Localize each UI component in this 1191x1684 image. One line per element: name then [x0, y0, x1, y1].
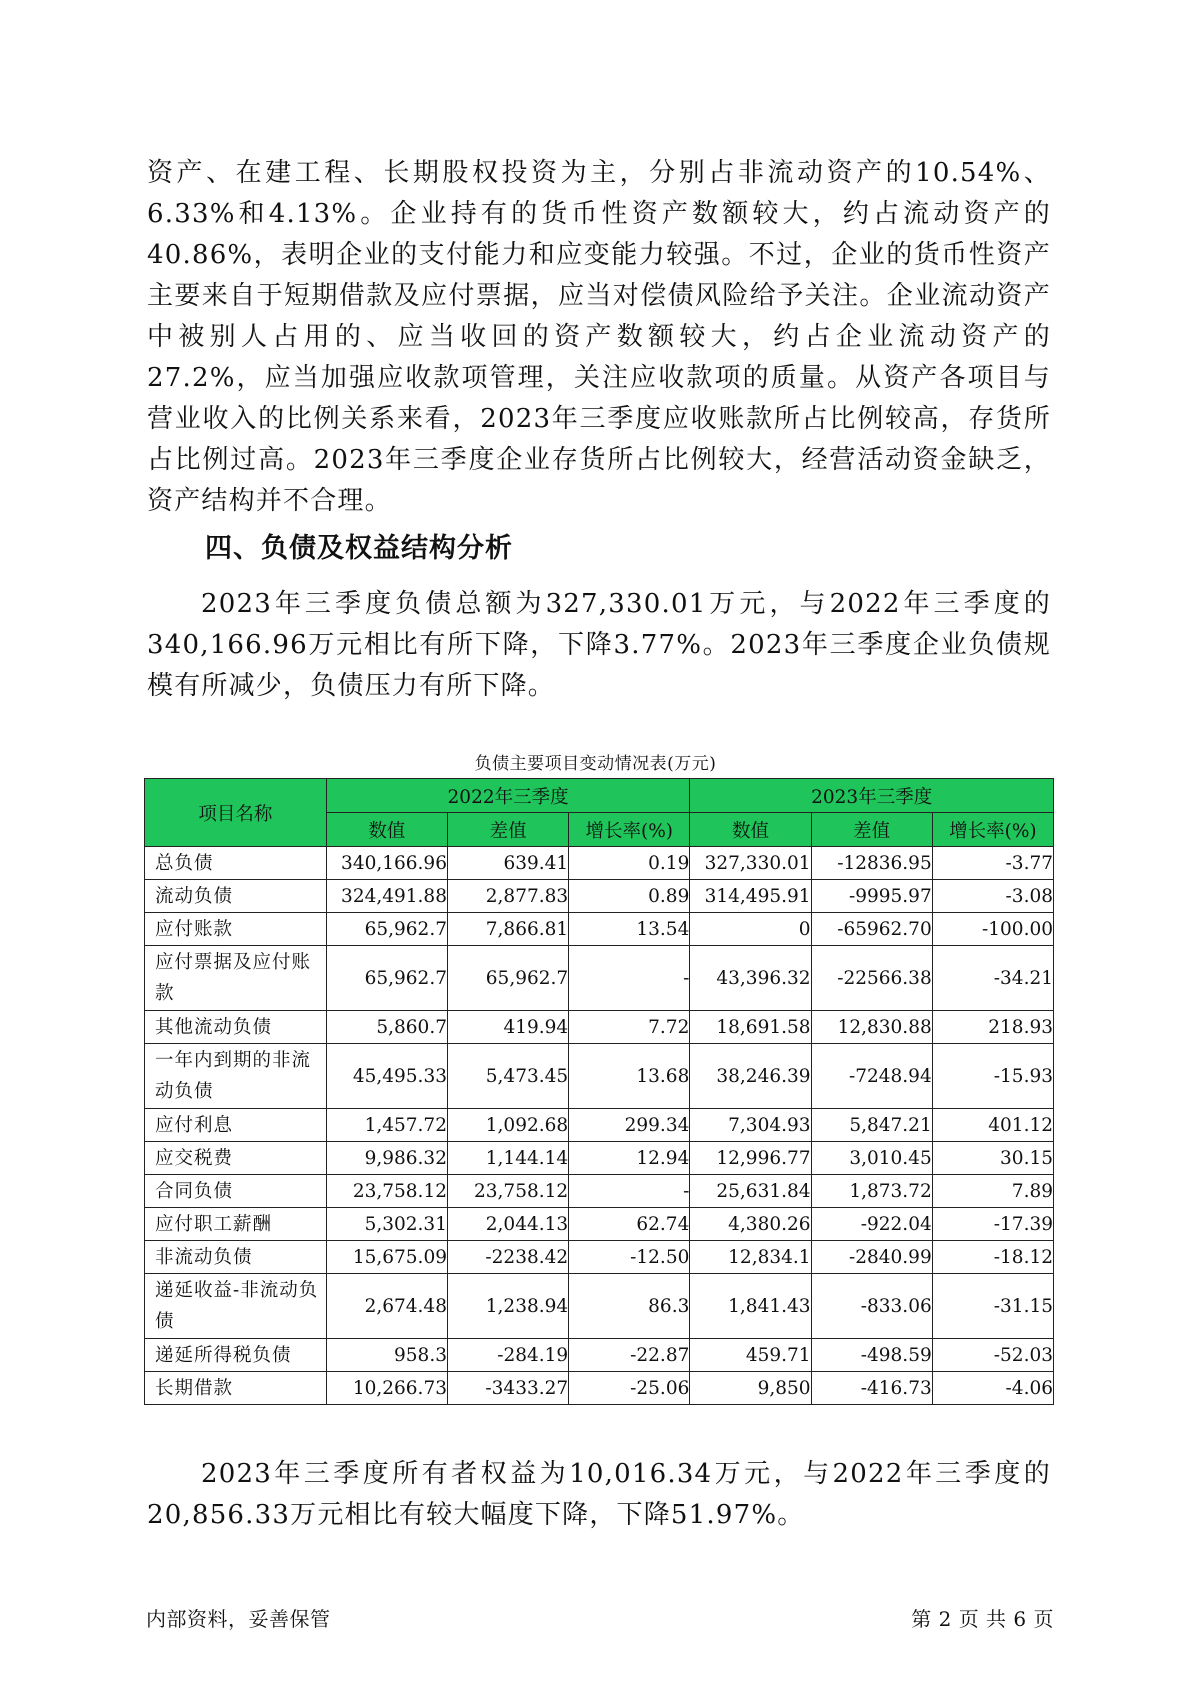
table-row: [145, 847, 1054, 880]
cell-v22: 324,491.88: [326, 880, 447, 913]
table-row: [145, 1142, 1054, 1175]
cell-g22: -: [569, 946, 690, 1011]
cell-d23: 1,873.72: [811, 1175, 932, 1208]
cell-g23: -31.15: [932, 1274, 1053, 1339]
cell-d23: -833.06: [811, 1274, 932, 1339]
cell-d23: -9995.97: [811, 880, 932, 913]
table-row: [145, 1175, 1054, 1208]
cell-g22: 86.3: [569, 1274, 690, 1339]
header-period-2022: 2022年三季度: [326, 779, 690, 813]
header-value-2022: 数值: [326, 813, 447, 847]
cell-g22: 13.54: [569, 913, 690, 946]
row-item-name: 长期借款: [145, 1372, 327, 1405]
cell-d23: -416.73: [811, 1372, 932, 1405]
cell-d22: 419.94: [447, 1011, 568, 1044]
table-row: [145, 880, 1054, 913]
cell-d23: -65962.70: [811, 913, 932, 946]
cell-g23: 30.15: [932, 1142, 1053, 1175]
header-diff-2023: 差值: [811, 813, 932, 847]
cell-g22: 0.19: [569, 847, 690, 880]
cell-d23: -922.04: [811, 1208, 932, 1241]
header-growth-2022: 增长率(%): [569, 813, 690, 847]
row-item-name: 应付职工薪酬: [145, 1208, 327, 1241]
cell-v23: 327,330.01: [690, 847, 811, 880]
footer-confidential-note: 内部资料，妥善保管: [146, 1607, 331, 1631]
cell-d22: 1,144.14: [447, 1142, 568, 1175]
row-item-name: 递延收益-非流动负债: [145, 1274, 327, 1339]
table-body: [145, 847, 1054, 1405]
table-row: [145, 1109, 1054, 1142]
row-item-name: 流动负债: [145, 880, 327, 913]
table-row: [145, 1372, 1054, 1405]
cell-v22: 1,457.72: [326, 1109, 447, 1142]
cell-v23: 38,246.39: [690, 1044, 811, 1109]
cell-d22: 1,238.94: [447, 1274, 568, 1339]
cell-g22: 13.68: [569, 1044, 690, 1109]
cell-v23: 43,396.32: [690, 946, 811, 1011]
section-heading: 四、负债及权益结构分析: [205, 533, 513, 564]
cell-d23: 5,847.21: [811, 1109, 932, 1142]
cell-g23: -52.03: [932, 1339, 1053, 1372]
cell-d23: -498.59: [811, 1339, 932, 1372]
cell-d22: 7,866.81: [447, 913, 568, 946]
cell-v23: 7,304.93: [690, 1109, 811, 1142]
cell-d23: -12836.95: [811, 847, 932, 880]
row-item-name: 应交税费: [145, 1142, 327, 1175]
cell-g22: 62.74: [569, 1208, 690, 1241]
table-row: [145, 1339, 1054, 1372]
cell-v22: 15,675.09: [326, 1241, 447, 1274]
liabilities-table: [144, 778, 1054, 1405]
header-item-name: 项目名称: [145, 779, 327, 847]
cell-g22: -: [569, 1175, 690, 1208]
header-growth-2023: 增长率(%): [932, 813, 1053, 847]
cell-v23: 12,996.77: [690, 1142, 811, 1175]
table-row: [145, 1274, 1054, 1339]
cell-v22: 65,962.7: [326, 946, 447, 1011]
row-item-name: 非流动负债: [145, 1241, 327, 1274]
table-row: [145, 913, 1054, 946]
table-row: [145, 946, 1054, 1011]
row-item-name: 一年内到期的非流动负债: [145, 1044, 327, 1109]
row-item-name: 应付利息: [145, 1109, 327, 1142]
cell-g23: 401.12: [932, 1109, 1053, 1142]
cell-d22: 1,092.68: [447, 1109, 568, 1142]
table-caption: 负债主要项目变动情况表(万元): [474, 754, 717, 774]
cell-g23: -100.00: [932, 913, 1053, 946]
cell-v22: 958.3: [326, 1339, 447, 1372]
cell-d22: 5,473.45: [447, 1044, 568, 1109]
table-row: [145, 1208, 1054, 1241]
cell-d22: -284.19: [447, 1339, 568, 1372]
cell-d22: -3433.27: [447, 1372, 568, 1405]
cell-g23: -3.08: [932, 880, 1053, 913]
cell-v23: 4,380.26: [690, 1208, 811, 1241]
cell-v22: 45,495.33: [326, 1044, 447, 1109]
cell-g22: 0.89: [569, 880, 690, 913]
body-paragraph-liabilities: 2023年三季度负债总额为327,330.01万元，与2022年三季度的340,166.96万元相比有所下降，下降3.77%。2023年三季度企业负债规模有所减少，负债压力有所下降。: [147, 589, 1051, 701]
cell-v23: 12,834.1: [690, 1241, 811, 1274]
row-item-name: 总负债: [145, 847, 327, 880]
cell-g23: -34.21: [932, 946, 1053, 1011]
header-period-2023: 2023年三季度: [690, 779, 1054, 813]
cell-v23: 25,631.84: [690, 1175, 811, 1208]
row-item-name: 合同负债: [145, 1175, 327, 1208]
cell-v22: 340,166.96: [326, 847, 447, 880]
row-item-name: 其他流动负债: [145, 1011, 327, 1044]
row-item-name: 递延所得税负债: [145, 1339, 327, 1372]
cell-g23: -15.93: [932, 1044, 1053, 1109]
cell-d22: 23,758.12: [447, 1175, 568, 1208]
row-item-name: 应付票据及应付账款: [145, 946, 327, 1011]
cell-g23: 218.93: [932, 1011, 1053, 1044]
cell-d22: -2238.42: [447, 1241, 568, 1274]
cell-v22: 9,986.32: [326, 1142, 447, 1175]
cell-v23: 18,691.58: [690, 1011, 811, 1044]
cell-v23: 0: [690, 913, 811, 946]
cell-v22: 65,962.7: [326, 913, 447, 946]
cell-g22: -22.87: [569, 1339, 690, 1372]
table-row: [145, 1241, 1054, 1274]
cell-d23: 12,830.88: [811, 1011, 932, 1044]
cell-g22: 299.34: [569, 1109, 690, 1142]
table-row: [145, 1011, 1054, 1044]
cell-g23: -17.39: [932, 1208, 1053, 1241]
cell-d22: 65,962.7: [447, 946, 568, 1011]
cell-d22: 639.41: [447, 847, 568, 880]
body-paragraph-assets: 资产、在建工程、长期股权投资为主，分别占非流动资产的10.54%、6.33%和4.13%。企业持有的货币性资产数额较大，约占流动资产的40.86%，表明企业的支付能力和应变能力较强。不过，企业的货币性资产主要来自于短期借款及应付票据，应当对偿债风险给予关注。企业流动资产中被别人占用的、应当收回的资产数额较大，约占企业流动资产的27.2%，应当加强应收款项管理，关注应收款项的质量。从资产各项目与营业收入的比例关系来看，2023年三季度应收账款所占比例较高，存货所占比例过高。2023年三季度企业存货所占比例较大，经营活动资金缺乏，资产结构并不合理。: [147, 158, 1051, 516]
cell-g22: -25.06: [569, 1372, 690, 1405]
cell-g22: 12.94: [569, 1142, 690, 1175]
table-row: [145, 1044, 1054, 1109]
footer-page-number: 第 2 页 共 6 页: [911, 1607, 1054, 1631]
cell-v22: 2,674.48: [326, 1274, 447, 1339]
cell-g22: -12.50: [569, 1241, 690, 1274]
cell-d23: -2840.99: [811, 1241, 932, 1274]
cell-g23: -4.06: [932, 1372, 1053, 1405]
cell-g22: 7.72: [569, 1011, 690, 1044]
cell-d23: -22566.38: [811, 946, 932, 1011]
cell-d22: 2,877.83: [447, 880, 568, 913]
header-value-2023: 数值: [690, 813, 811, 847]
cell-v23: 314,495.91: [690, 880, 811, 913]
cell-v23: 9,850: [690, 1372, 811, 1405]
cell-v22: 5,302.31: [326, 1208, 447, 1241]
header-diff-2022: 差值: [447, 813, 568, 847]
cell-v23: 459.71: [690, 1339, 811, 1372]
body-paragraph-equity: 2023年三季度所有者权益为10,016.34万元，与2022年三季度的20,856.33万元相比有较大幅度下降，下降51.97%。: [147, 1459, 1051, 1530]
cell-v22: 23,758.12: [326, 1175, 447, 1208]
cell-v22: 10,266.73: [326, 1372, 447, 1405]
cell-g23: -18.12: [932, 1241, 1053, 1274]
row-item-name: 应付账款: [145, 913, 327, 946]
cell-d23: -7248.94: [811, 1044, 932, 1109]
cell-d22: 2,044.13: [447, 1208, 568, 1241]
cell-g23: -3.77: [932, 847, 1053, 880]
cell-v23: 1,841.43: [690, 1274, 811, 1339]
cell-g23: 7.89: [932, 1175, 1053, 1208]
cell-v22: 5,860.7: [326, 1011, 447, 1044]
cell-d23: 3,010.45: [811, 1142, 932, 1175]
